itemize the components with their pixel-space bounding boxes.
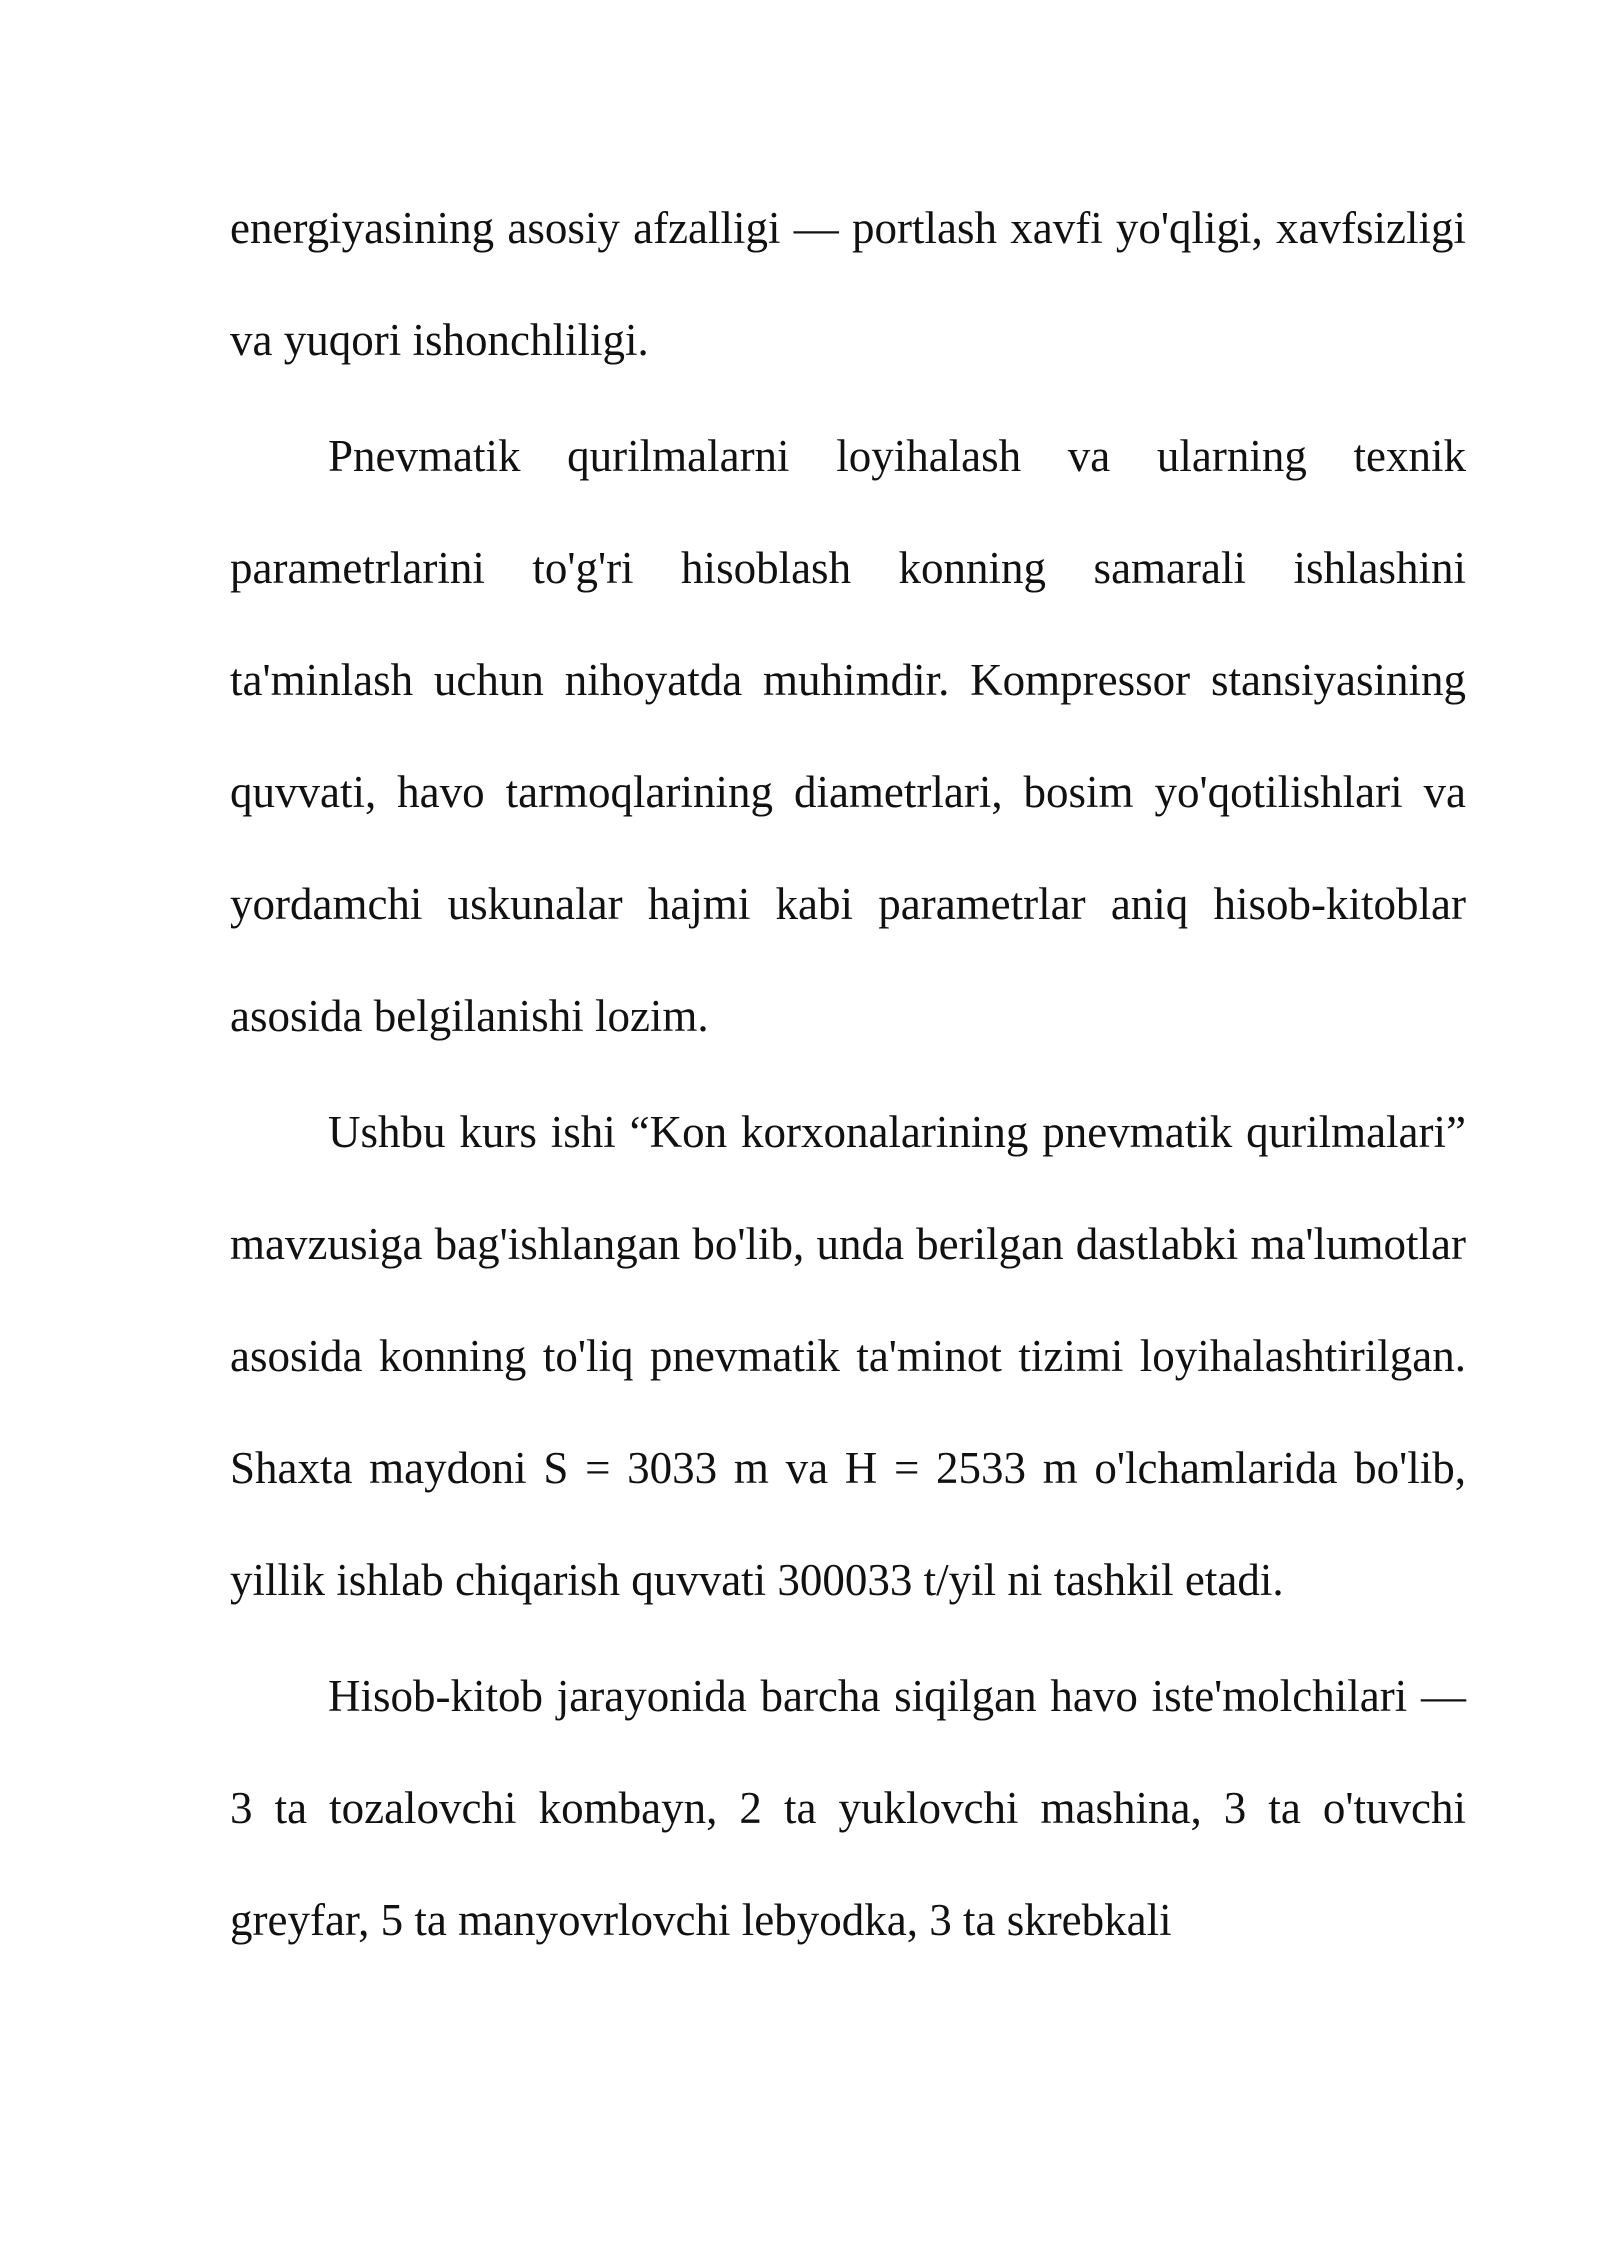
paragraph-course-work: Ushbu kurs ishi “Kon korxonalarining pnevmatik qurilmalari” mavzusiga bag'ishlangan bo'lib, unda berilgan dastlabki ma'lumotlar asosida konning to'liq pnevmatik ta'minot tizimi loyihalashtirilgan. Shaxta maydoni S = 3033 m va H = 2533 m o'lchamlarida bo'lib, yillik ishlab chiqarish quvvati 300033 t/yil ni tashkil etadi.: [230, 1107, 1466, 1605]
document-body: [230, 172, 1466, 1980]
paragraph-pneumatic-design: Pnevmatik qurilmalarni loyihalash va ularning texnik parametrlarini to'g'ri hisoblash konning samarali ishlashini ta'minlash uchun nihoyatda muhimdir. Kompressor stansiyasining quvvati, havo tarmoqlarining diametrlari, bosim yo'qotilishlari va yordamchi uskunalar hajmi kabi parametrlar aniq hisob-kitoblar asosida belgilanishi lozim.: [230, 431, 1466, 1041]
paragraph-consumers: Hisob-kitob jarayonida barcha siqilgan havo iste'molchilari — 3 ta tozalovchi kombayn, 2 ta yuklovchi mashina, 3 ta o'tuvchi greyfar, 5 ta manyovrlovchi lebyodka, 3 ta skrebkali: [230, 1671, 1466, 1945]
paragraph-continuation: energiyasining asosiy afzalligi — portlash xavfi yo'qligi, xavfsizligi va yuqori ishonchliligi.: [230, 203, 1466, 365]
